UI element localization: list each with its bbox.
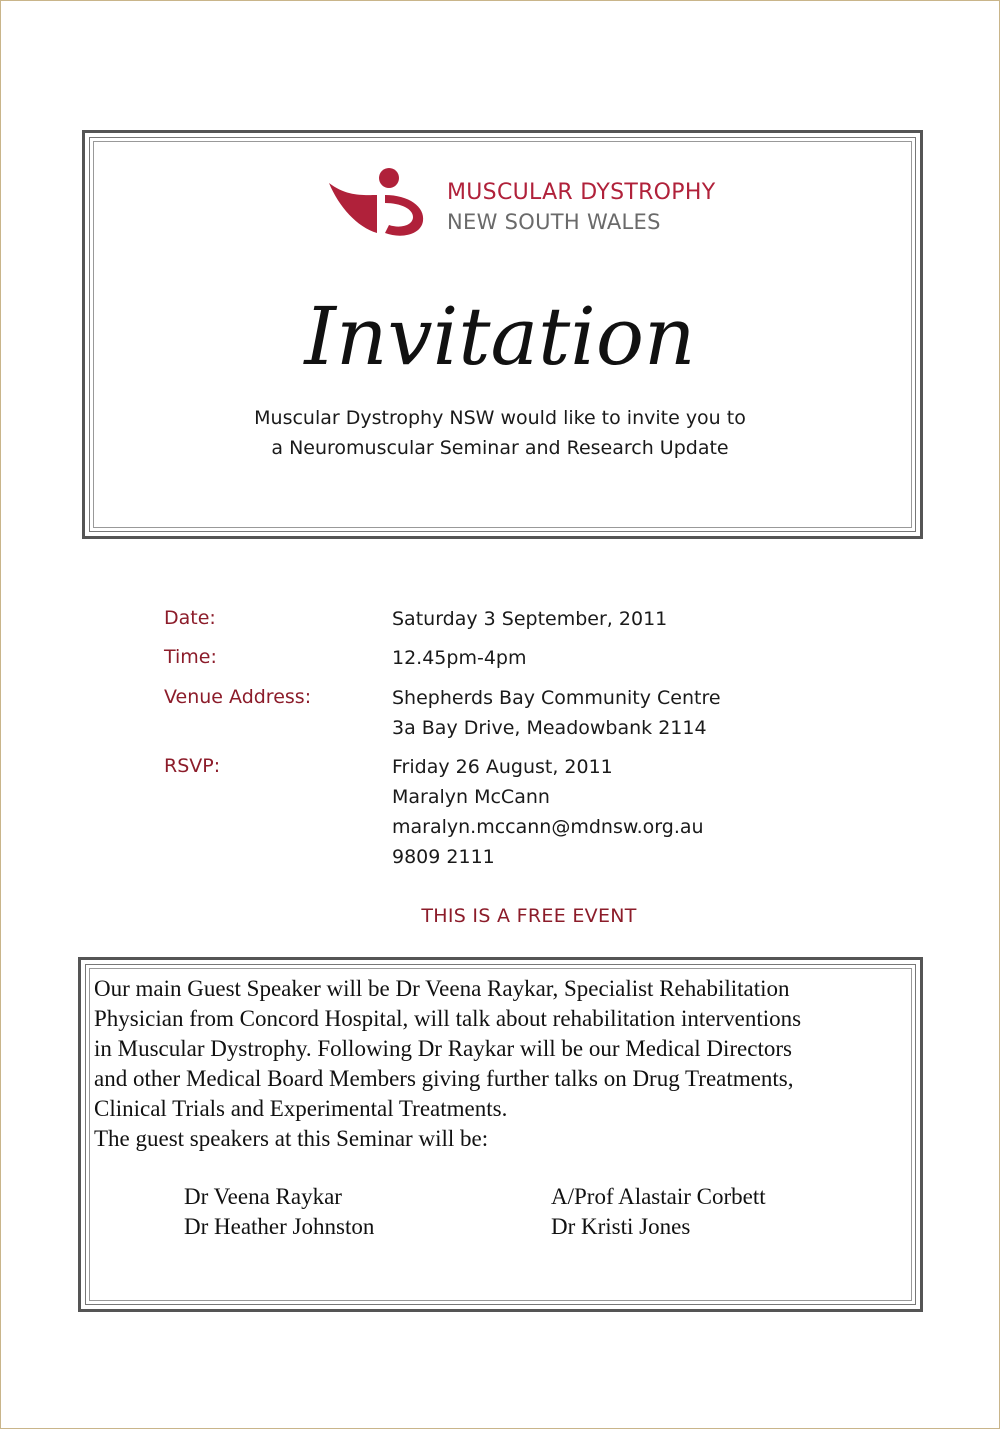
date-label: Date: (164, 607, 216, 629)
date-value: Saturday 3 September, 2011 (392, 608, 668, 630)
paragraph-line: Clinical Trials and Experimental Treatments. (94, 1096, 508, 1121)
rsvp-label: RSVP: (164, 755, 221, 777)
speaker-name: Dr Heather Johnston (184, 1214, 375, 1239)
paragraph-line: Our main Guest Speaker will be Dr Veena Raykar, Specialist Rehabilitation (94, 976, 790, 1001)
speaker-name: Dr Veena Raykar (184, 1184, 342, 1209)
venue-line1: Shepherds Bay Community Centre (392, 687, 721, 709)
paragraph-line: Physician from Concord Hospital, will talk about rehabilitation interventions (94, 1006, 802, 1031)
mdnsw-logo-icon (327, 165, 427, 240)
time-value: 12.45pm-4pm (392, 647, 527, 669)
org-name-line1: MUSCULAR DYSTROPHY (447, 180, 716, 205)
page-title: Invitation (304, 290, 696, 383)
rsvp-date: Friday 26 August, 2011 (392, 756, 613, 778)
rsvp-email: maralyn.mccann@mdnsw.org.au (392, 816, 704, 838)
venue-line2: 3a Bay Drive, Meadowbank 2114 (392, 717, 707, 739)
intro-text (0, 403, 1000, 463)
rsvp-name: Maralyn McCann (392, 786, 550, 808)
intro-line: Muscular Dystrophy NSW would like to invite you to (254, 407, 746, 429)
time-label: Time: (164, 646, 217, 668)
speaker-name: Dr Kristi Jones (551, 1214, 691, 1239)
paragraph-line: and other Medical Board Members giving further talks on Drug Treatments, (94, 1066, 794, 1091)
paragraph-line: in Muscular Dystrophy. Following Dr Raykar will be our Medical Directors (94, 1036, 792, 1061)
free-event-notice: THIS IS A FREE EVENT (421, 905, 637, 927)
speakers-paragraph (94, 974, 914, 1154)
paragraph-line: The guest speakers at this Seminar will be: (94, 1126, 489, 1151)
org-name-line2: NEW SOUTH WALES (447, 210, 661, 234)
venue-label: Venue Address: (164, 686, 312, 708)
speaker-name: A/Prof Alastair Corbett (551, 1184, 766, 1209)
rsvp-phone: 9809 2111 (392, 846, 495, 868)
intro-line: a Neuromuscular Seminar and Research Update (271, 437, 729, 459)
